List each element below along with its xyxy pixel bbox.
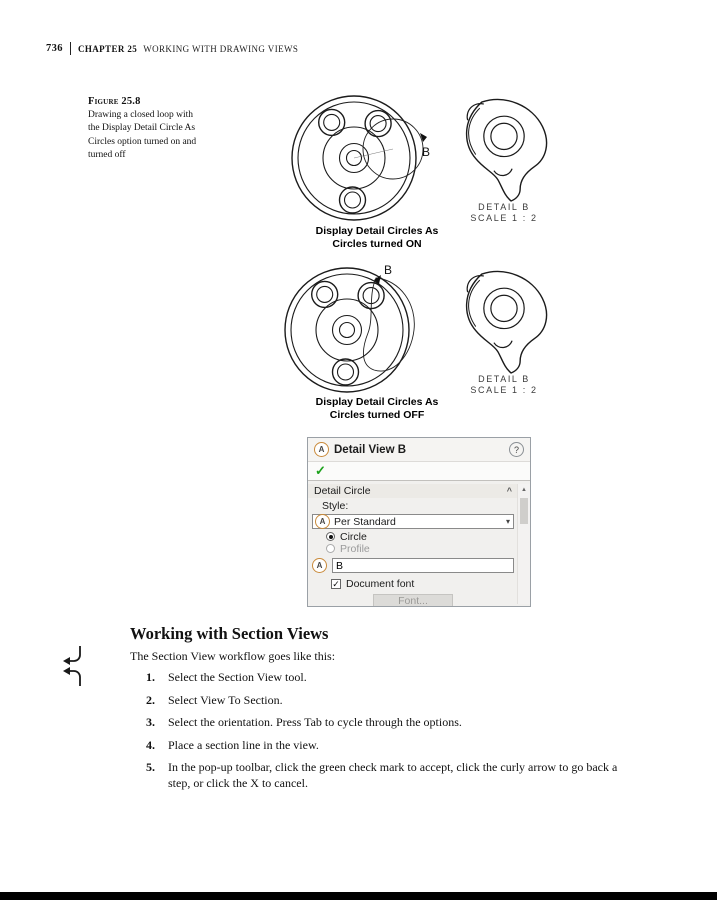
list-item-number: 1. [146, 670, 155, 684]
property-manager-titlebar [308, 438, 530, 462]
flange-drawing-on [284, 92, 446, 226]
help-icon[interactable]: ? [509, 442, 524, 457]
detail-circle-group-header[interactable] [308, 484, 518, 498]
chevron-down-icon: ▾ [505, 517, 510, 526]
list-item-text: Place a section line in the view. [168, 737, 319, 752]
header-divider [70, 42, 71, 55]
radio-profile-button[interactable] [326, 544, 335, 553]
flange-drawing-off [278, 262, 453, 402]
caption-off-line2: Circles turned OFF [329, 409, 425, 421]
numbered-list [146, 670, 651, 798]
list-item [146, 670, 651, 686]
caption-on-line1: Display Detail Circles As [315, 225, 439, 237]
scrollbar-thumb[interactable] [520, 498, 528, 524]
detail-circle-icon: A [315, 514, 330, 529]
style-radio-group [326, 531, 514, 554]
detail-circle-group-content [308, 500, 530, 606]
radio-circle-label: Circle [340, 530, 367, 543]
list-item [146, 760, 651, 791]
caption-on-line2: Circles turned ON [332, 238, 422, 250]
list-item-number: 3. [146, 715, 155, 729]
figure-caption [88, 95, 206, 163]
running-head [46, 42, 298, 55]
detail-view-title-off: DETAIL B [478, 374, 530, 384]
list-item-text: Select the orientation. Press Tab to cycle through the options. [168, 715, 462, 729]
radio-profile-label: Profile [340, 542, 370, 555]
chapter-label: CHAPTER 25 [77, 43, 138, 54]
curly-arrow-margin-icon [62, 644, 86, 693]
list-item-text: In the pop-up toolbar, click the green check mark to accept, click the curly arrow to go back a step, or click the X to cancel. [168, 760, 618, 790]
section-intro: The Section View workflow goes like this: [130, 649, 336, 663]
property-manager-body [308, 481, 530, 606]
ok-check-icon[interactable]: ✓ [315, 463, 326, 478]
detail-view-icon: A [314, 442, 329, 457]
detail-view-drawing-off [452, 268, 556, 374]
font-button[interactable]: Font... [373, 594, 453, 606]
detail-view-scale-on: SCALE 1 : 2 [470, 212, 538, 223]
chapter-title: WORKING WITH DRAWING VIEWS [143, 43, 299, 54]
document-font-label: Document font [346, 578, 415, 590]
property-manager-panel [307, 437, 531, 607]
detail-circle-label-on: B [422, 145, 431, 159]
detail-circle-group-title: Detail Circle [314, 485, 371, 497]
page-number: 736 [46, 43, 63, 54]
chevron-up-icon[interactable]: ^ [506, 486, 512, 496]
figure-label: Figure 25.8 [88, 96, 141, 107]
detail-view-scale-off: SCALE 1 : 2 [470, 384, 538, 395]
document-font-row[interactable] [331, 578, 514, 590]
caption-off-line1: Display Detail Circles As [315, 396, 439, 408]
detail-view-label-off [452, 374, 556, 395]
radio-circle[interactable] [326, 531, 514, 542]
style-dropdown[interactable] [312, 514, 514, 529]
radio-profile[interactable] [326, 543, 514, 554]
scroll-up-icon[interactable]: ▲ [521, 487, 527, 493]
detail-label-icon: A [312, 558, 327, 573]
detail-loop-label-off: B [384, 263, 393, 277]
detail-label-input[interactable] [332, 558, 514, 573]
property-manager-title: Detail View B [334, 443, 407, 456]
section-heading: Working with Section Views [130, 624, 329, 643]
figure-caption-text: Drawing a closed loop with the Display Detail Circle As Circles option turned on and turned off [88, 109, 197, 160]
detail-view-drawing-on [452, 96, 556, 202]
property-manager-toolbar [308, 462, 530, 481]
detail-label-row [312, 558, 514, 573]
list-item [146, 738, 651, 754]
list-item-number: 5. [146, 760, 155, 774]
list-item-text: Select the Section View tool. [168, 670, 307, 684]
page-bottom-bar [0, 892, 717, 900]
list-item-number: 4. [146, 737, 155, 752]
list-item [146, 693, 651, 709]
list-item-text: Select View To Section. [168, 692, 283, 707]
drawing-caption-off [287, 396, 467, 422]
panel-scrollbar[interactable] [517, 484, 530, 604]
style-dropdown-value: Per Standard [334, 515, 396, 528]
drawing-caption-on [287, 225, 467, 251]
radio-circle-button[interactable] [326, 532, 335, 541]
style-label: Style: [322, 500, 349, 512]
detail-view-title-on: DETAIL B [478, 202, 530, 212]
list-item-number: 2. [146, 692, 155, 707]
detail-view-label-on [452, 202, 556, 223]
document-font-checkbox[interactable]: ✓ [332, 578, 340, 589]
list-item [146, 715, 651, 731]
